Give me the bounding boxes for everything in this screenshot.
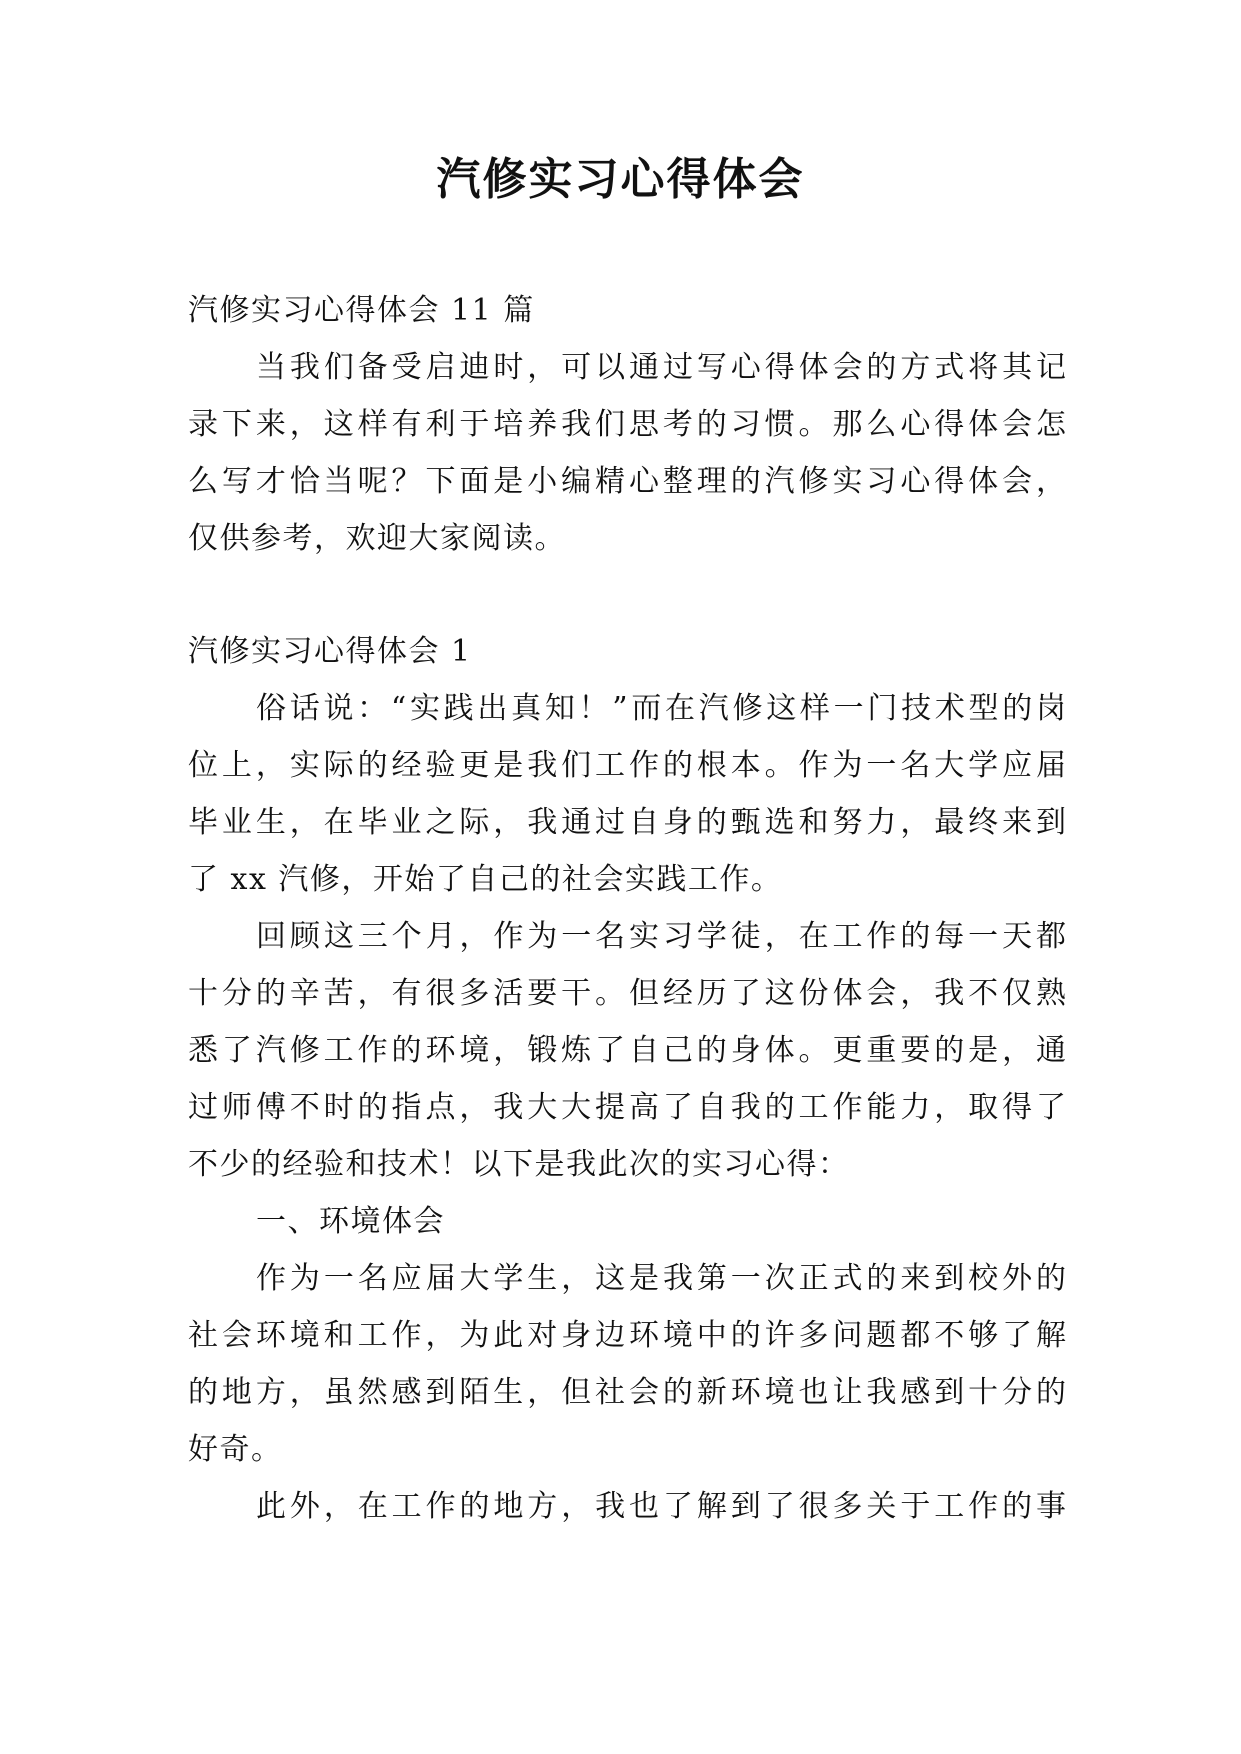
text-line: 毕业生，在毕业之际，我通过自身的甄选和努力，最终来到	[188, 805, 1066, 840]
text-line: 么写才恰当呢？下面是小编精心整理的汽修实习心得体会，	[188, 464, 1066, 499]
document-body	[188, 282, 1066, 1535]
text-line: 位上，实际的经验更是我们工作的根本。作为一名大学应届	[188, 748, 1066, 783]
text-line: 此外，在工作的地方，我也了解到了很多关于工作的事	[256, 1489, 1066, 1524]
text-line: 作为一名应届大学生，这是我第一次正式的来到校外的	[256, 1261, 1066, 1296]
text-line: 一、环境体会	[256, 1204, 445, 1239]
text-line: 汽修实习心得体会 11 篇	[188, 293, 535, 328]
paragraph-gap	[188, 567, 1066, 623]
text-line: 社会环境和工作，为此对身边环境中的许多问题都不够了解	[188, 1318, 1066, 1353]
text-line: 悉了汽修工作的环境，锻炼了自己的身体。更重要的是，通	[188, 1033, 1066, 1068]
text-line: 回顾这三个月，作为一名实习学徒，在工作的每一天都	[256, 919, 1066, 954]
text-line: 仅供参考，欢迎大家阅读。	[188, 521, 566, 556]
text-line: 过师傅不时的指点，我大大提高了自我的工作能力，取得了	[188, 1090, 1066, 1125]
text-line: 十分的辛苦，有很多活要干。但经历了这份体会，我不仅熟	[188, 976, 1066, 1011]
text-line: 好奇。	[188, 1432, 283, 1467]
text-line: 的地方，虽然感到陌生，但社会的新环境也让我感到十分的	[188, 1375, 1066, 1410]
text-line: 不少的经验和技术！以下是我此次的实习心得：	[188, 1147, 850, 1182]
text-line: 录下来，这样有利于培养我们思考的习惯。那么心得体会怎	[188, 407, 1066, 442]
text-line: 当我们备受启迪时，可以通过写心得体会的方式将其记	[256, 350, 1066, 385]
document-title: 汽修实习心得体会	[436, 154, 805, 205]
text-line: 俗话说：“实践出真知！”而在汽修这样一门技术型的岗	[256, 691, 1066, 726]
text-line: 了 xx 汽修，开始了自己的社会实践工作。	[188, 862, 783, 897]
text-line: 汽修实习心得体会 1	[188, 634, 472, 669]
